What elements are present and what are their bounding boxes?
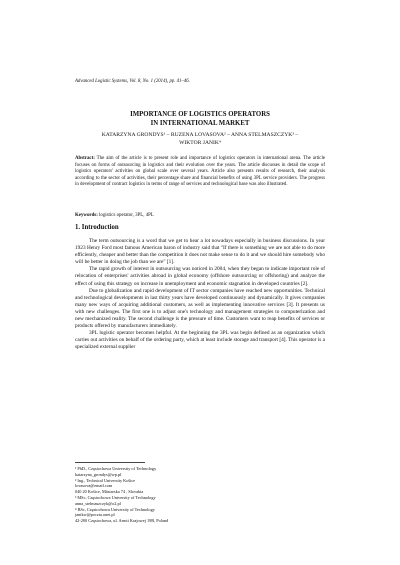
authors-line-1: KATARZYNA GRONDYS¹ – RUZENA LOVASOVA² – ANNA STELMASZCZYK³ – <box>101 132 299 138</box>
title-line-2: IN INTERNATIONAL MARKET <box>150 119 250 127</box>
footnote-divider <box>75 462 145 463</box>
footnote-line: ⁴ BSc, Częstochowa University of Technology <box>75 506 155 512</box>
section-heading: 1. Introduction <box>75 224 119 231</box>
paragraph: 3PL logistic operator becomes helpful. At the beginning the 3PL was begin defined as an organization which carries out activities on behalf of the ordering party, which at least include storage and transport [4]. This operator is a specialized external supplier <box>75 330 325 351</box>
authors-line-2: WIKTOR JANIK⁴ <box>179 140 221 146</box>
paper-title <box>75 111 325 128</box>
footnote-line: katarzyna_grondys@wp.pl <box>75 471 122 477</box>
body-text <box>75 238 325 352</box>
paragraph: The term outsourcing is a word that we get to hear a lot nowadays especially in business discussions. In year 1923 Henry Ford most famous American baron of industry said that "If there is something we are not able to do more efficiently, cheaper and better than the competition it does not make sense to do it and we should hire somebody who will be better in doing the job than we are" [1]. <box>75 238 325 266</box>
paragraph: The rapid growth of interest in outsourcing was noticed in 2004, when they began to indicate important role of relocation of enterprises' activities abroad in global economy (offshore outsourcing or offshoring) and analyze the effect of using this strategy on increase in unemployment and economic stagnation in developed countries [2]. <box>75 266 325 287</box>
abstract-label: Abstract: <box>75 156 95 161</box>
footnote-line: 42-200 Częstochowa, ul. Armii Krajowej 19B, Poland <box>75 518 169 524</box>
title-line-1: IMPORTANCE OF LOGISTICS OPERATORS <box>130 111 270 118</box>
footnote-line: lovasova@email.com <box>75 483 113 489</box>
footnote-line: janikw@poczta.onet.pl <box>75 512 115 518</box>
paragraph: Due to globalization and rapid development of IT sector companies have reached new opportunities. Technical and technological developments in last thirty years have developed continuously and dynamically. It gives companies many new ways of acquiring additional customers, as well as implementing innovative services [3]. It presents us with new challenges. The first one is to adjust one's technology and management strategies to computerization and new mechanized reality. The second challenge is the pressure of time. Customers want to reap benefits of services or products offered by manufacturers immediately. <box>75 287 325 330</box>
author-list <box>75 131 325 147</box>
journal-citation: Advanced Logistic Systems, Vol. 8, No. 1 (2014), pp. 41–46. <box>75 79 190 84</box>
footnote-line: ¹ PhD., Częstochowa University of Technology <box>75 466 157 471</box>
footnotes <box>75 466 325 524</box>
footnote-line: ³ MSc, Częstochowa University of Technology <box>75 494 156 500</box>
footnote-line: anna_stelmaszczyk@o2.pl <box>75 500 121 506</box>
keywords-label: Keywords: <box>75 213 98 218</box>
footnote-line: ² Ing., Technical University Košice <box>75 477 136 483</box>
abstract-text: The aim of the article is to present role and importance of logistics operators in international arena. The article focuses on forms of outsourcing in logistics and their evolution over the years. The article discusses in detail the scope of logistics operators' activities on global scale over several years. Article also presents results of research, their analysis according to the sector of activities, their percentage share and financial benefits of using 3PL service providers. The progress in development of contract logistics in terms of range of services and technological base was also illustrated. <box>75 156 325 188</box>
keywords-text: logistics operator, 3PL, 4PL <box>97 213 154 218</box>
footnote-line: 040 20 Košice, Mäsiarska 74 , Slovakia <box>75 489 144 495</box>
keywords <box>75 213 325 220</box>
abstract <box>75 156 325 189</box>
